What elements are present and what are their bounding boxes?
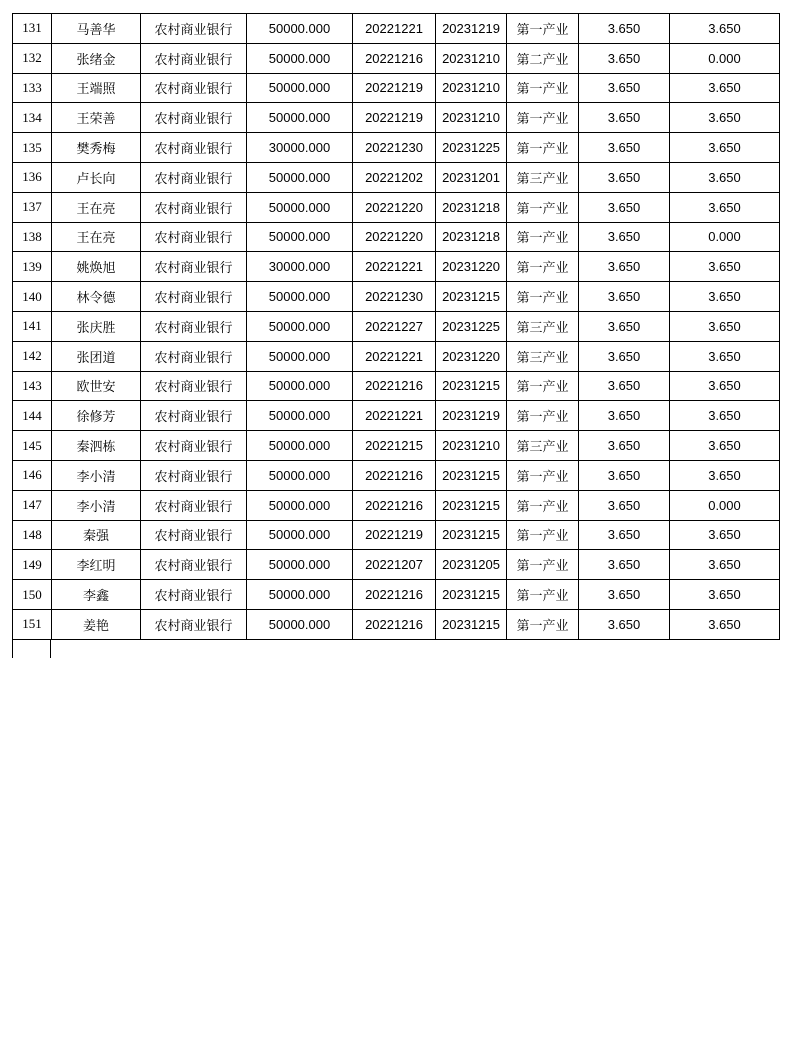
table-row (13, 282, 780, 312)
rate-cell: 3.650 (579, 460, 670, 490)
row-index-cell: 142 (13, 341, 52, 371)
table-row (13, 14, 780, 44)
bank-name-cell: 农村商业银行 (141, 282, 247, 312)
end-date-cell: 20231215 (436, 490, 507, 520)
table-row (13, 460, 780, 490)
bank-name-cell: 农村商业银行 (141, 252, 247, 282)
loan-amount-cell: 50000.000 (247, 490, 353, 520)
end-date-cell: 20231215 (436, 371, 507, 401)
rate-cell: 3.650 (579, 341, 670, 371)
loan-table-container (12, 13, 780, 640)
end-date-cell: 20231215 (436, 282, 507, 312)
table-row (13, 520, 780, 550)
industry-cell: 第一产业 (507, 401, 579, 431)
row-index-cell: 149 (13, 550, 52, 580)
start-date-cell: 20221219 (353, 520, 436, 550)
table-row (13, 222, 780, 252)
table-row (13, 371, 780, 401)
subsidy-rate-cell: 0.000 (670, 43, 780, 73)
end-date-cell: 20231210 (436, 103, 507, 133)
end-date-cell: 20231218 (436, 222, 507, 252)
loan-amount-cell: 50000.000 (247, 162, 353, 192)
rate-cell: 3.650 (579, 520, 670, 550)
table-row (13, 580, 780, 610)
subsidy-rate-cell: 3.650 (670, 133, 780, 163)
loan-amount-cell: 50000.000 (247, 550, 353, 580)
start-date-cell: 20221221 (353, 252, 436, 282)
industry-cell: 第三产业 (507, 311, 579, 341)
subsidy-rate-cell: 3.650 (670, 431, 780, 461)
industry-cell: 第一产业 (507, 580, 579, 610)
row-index-cell: 134 (13, 103, 52, 133)
borrower-name-cell: 王端照 (52, 73, 141, 103)
table-row (13, 103, 780, 133)
borrower-name-cell: 姚焕旭 (52, 252, 141, 282)
end-date-cell: 20231215 (436, 520, 507, 550)
row-index-cell: 151 (13, 609, 52, 639)
rate-cell: 3.650 (579, 580, 670, 610)
table-row (13, 311, 780, 341)
borrower-name-cell: 张庆胜 (52, 311, 141, 341)
industry-cell: 第一产业 (507, 73, 579, 103)
start-date-cell: 20221216 (353, 460, 436, 490)
rate-cell: 3.650 (579, 133, 670, 163)
borrower-name-cell: 秦强 (52, 520, 141, 550)
start-date-cell: 20221220 (353, 192, 436, 222)
loan-amount-cell: 50000.000 (247, 103, 353, 133)
rate-cell: 3.650 (579, 371, 670, 401)
bank-name-cell: 农村商业银行 (141, 341, 247, 371)
borrower-name-cell: 林令德 (52, 282, 141, 312)
start-date-cell: 20221227 (353, 311, 436, 341)
bank-name-cell: 农村商业银行 (141, 222, 247, 252)
subsidy-rate-cell: 0.000 (670, 222, 780, 252)
bank-name-cell: 农村商业银行 (141, 371, 247, 401)
bank-name-cell: 农村商业银行 (141, 460, 247, 490)
end-date-cell: 20231210 (436, 73, 507, 103)
loan-amount-cell: 50000.000 (247, 14, 353, 44)
industry-cell: 第一产业 (507, 133, 579, 163)
row-index-cell: 143 (13, 371, 52, 401)
end-date-cell: 20231201 (436, 162, 507, 192)
loan-amount-cell: 50000.000 (247, 609, 353, 639)
end-date-cell: 20231220 (436, 252, 507, 282)
bank-name-cell: 农村商业银行 (141, 490, 247, 520)
start-date-cell: 20221230 (353, 282, 436, 312)
rate-cell: 3.650 (579, 162, 670, 192)
subsidy-rate-cell: 3.650 (670, 371, 780, 401)
industry-cell: 第一产业 (507, 252, 579, 282)
end-date-cell: 20231219 (436, 14, 507, 44)
loan-amount-cell: 50000.000 (247, 431, 353, 461)
subsidy-rate-cell: 3.650 (670, 282, 780, 312)
borrower-name-cell: 樊秀梅 (52, 133, 141, 163)
borrower-name-cell: 李红明 (52, 550, 141, 580)
end-date-cell: 20231225 (436, 311, 507, 341)
start-date-cell: 20221215 (353, 431, 436, 461)
borrower-name-cell: 李鑫 (52, 580, 141, 610)
loan-amount-cell: 50000.000 (247, 222, 353, 252)
bank-name-cell: 农村商业银行 (141, 609, 247, 639)
table-row (13, 490, 780, 520)
loan-amount-cell: 50000.000 (247, 460, 353, 490)
end-date-cell: 20231215 (436, 609, 507, 639)
borrower-name-cell: 李小清 (52, 490, 141, 520)
borrower-name-cell: 李小清 (52, 460, 141, 490)
start-date-cell: 20221221 (353, 401, 436, 431)
loan-amount-cell: 50000.000 (247, 43, 353, 73)
bank-name-cell: 农村商业银行 (141, 133, 247, 163)
bank-name-cell: 农村商业银行 (141, 73, 247, 103)
subsidy-rate-cell: 3.650 (670, 252, 780, 282)
row-index-cell: 133 (13, 73, 52, 103)
borrower-name-cell: 王在亮 (52, 222, 141, 252)
rate-cell: 3.650 (579, 192, 670, 222)
borrower-name-cell: 马善华 (52, 14, 141, 44)
rate-cell: 3.650 (579, 73, 670, 103)
industry-cell: 第一产业 (507, 460, 579, 490)
subsidy-rate-cell: 3.650 (670, 73, 780, 103)
industry-cell: 第三产业 (507, 162, 579, 192)
loan-amount-cell: 50000.000 (247, 311, 353, 341)
loan-amount-cell: 50000.000 (247, 580, 353, 610)
rate-cell: 3.650 (579, 311, 670, 341)
row-index-cell: 135 (13, 133, 52, 163)
loan-amount-cell: 30000.000 (247, 133, 353, 163)
row-index-cell: 139 (13, 252, 52, 282)
rate-cell: 3.650 (579, 401, 670, 431)
subsidy-rate-cell: 3.650 (670, 14, 780, 44)
start-date-cell: 20221216 (353, 609, 436, 639)
table-body (13, 14, 780, 640)
rate-cell: 3.650 (579, 490, 670, 520)
row-index-cell: 145 (13, 431, 52, 461)
loan-table (12, 13, 780, 640)
industry-cell: 第一产业 (507, 14, 579, 44)
rate-cell: 3.650 (579, 282, 670, 312)
industry-cell: 第二产业 (507, 43, 579, 73)
bank-name-cell: 农村商业银行 (141, 192, 247, 222)
subsidy-rate-cell: 3.650 (670, 341, 780, 371)
industry-cell: 第三产业 (507, 341, 579, 371)
end-date-cell: 20231205 (436, 550, 507, 580)
bank-name-cell: 农村商业银行 (141, 162, 247, 192)
loan-amount-cell: 50000.000 (247, 73, 353, 103)
loan-amount-cell: 50000.000 (247, 520, 353, 550)
industry-cell: 第一产业 (507, 609, 579, 639)
rate-cell: 3.650 (579, 431, 670, 461)
start-date-cell: 20221207 (353, 550, 436, 580)
borrower-name-cell: 姜艳 (52, 609, 141, 639)
subsidy-rate-cell: 3.650 (670, 311, 780, 341)
bank-name-cell: 农村商业银行 (141, 431, 247, 461)
bank-name-cell: 农村商业银行 (141, 43, 247, 73)
end-date-cell: 20231219 (436, 401, 507, 431)
row-index-cell: 144 (13, 401, 52, 431)
table-row (13, 43, 780, 73)
start-date-cell: 20221221 (353, 341, 436, 371)
start-date-cell: 20221216 (353, 43, 436, 73)
rate-cell: 3.650 (579, 222, 670, 252)
end-date-cell: 20231210 (436, 431, 507, 461)
industry-cell: 第一产业 (507, 192, 579, 222)
subsidy-rate-cell: 3.650 (670, 103, 780, 133)
rate-cell: 3.650 (579, 252, 670, 282)
table-row (13, 550, 780, 580)
borrower-name-cell: 卢长向 (52, 162, 141, 192)
bank-name-cell: 农村商业银行 (141, 580, 247, 610)
row-index-cell: 131 (13, 14, 52, 44)
row-index-cell: 140 (13, 282, 52, 312)
subsidy-rate-cell: 3.650 (670, 460, 780, 490)
table-row (13, 609, 780, 639)
end-date-cell: 20231215 (436, 460, 507, 490)
borrower-name-cell: 张团道 (52, 341, 141, 371)
subsidy-rate-cell: 3.650 (670, 192, 780, 222)
loan-amount-cell: 30000.000 (247, 252, 353, 282)
table-trailing-edge (12, 640, 51, 658)
row-index-cell: 137 (13, 192, 52, 222)
industry-cell: 第一产业 (507, 222, 579, 252)
start-date-cell: 20221219 (353, 103, 436, 133)
start-date-cell: 20221221 (353, 14, 436, 44)
industry-cell: 第一产业 (507, 490, 579, 520)
start-date-cell: 20221220 (353, 222, 436, 252)
start-date-cell: 20221219 (353, 73, 436, 103)
row-index-cell: 150 (13, 580, 52, 610)
table-row (13, 162, 780, 192)
rate-cell: 3.650 (579, 103, 670, 133)
bank-name-cell: 农村商业银行 (141, 14, 247, 44)
row-index-cell: 147 (13, 490, 52, 520)
industry-cell: 第一产业 (507, 371, 579, 401)
bank-name-cell: 农村商业银行 (141, 550, 247, 580)
rate-cell: 3.650 (579, 550, 670, 580)
end-date-cell: 20231218 (436, 192, 507, 222)
bank-name-cell: 农村商业银行 (141, 401, 247, 431)
subsidy-rate-cell: 3.650 (670, 520, 780, 550)
loan-amount-cell: 50000.000 (247, 371, 353, 401)
start-date-cell: 20221202 (353, 162, 436, 192)
row-index-cell: 141 (13, 311, 52, 341)
table-row (13, 252, 780, 282)
subsidy-rate-cell: 3.650 (670, 401, 780, 431)
rate-cell: 3.650 (579, 14, 670, 44)
end-date-cell: 20231215 (436, 580, 507, 610)
borrower-name-cell: 王在亮 (52, 192, 141, 222)
bank-name-cell: 农村商业银行 (141, 520, 247, 550)
borrower-name-cell: 张绪金 (52, 43, 141, 73)
table-row (13, 73, 780, 103)
rate-cell: 3.650 (579, 43, 670, 73)
industry-cell: 第一产业 (507, 103, 579, 133)
subsidy-rate-cell: 3.650 (670, 580, 780, 610)
bank-name-cell: 农村商业银行 (141, 103, 247, 133)
table-row (13, 401, 780, 431)
row-index-cell: 132 (13, 43, 52, 73)
bank-name-cell: 农村商业银行 (141, 311, 247, 341)
start-date-cell: 20221216 (353, 371, 436, 401)
loan-amount-cell: 50000.000 (247, 341, 353, 371)
rate-cell: 3.650 (579, 609, 670, 639)
subsidy-rate-cell: 3.650 (670, 162, 780, 192)
loan-amount-cell: 50000.000 (247, 282, 353, 312)
borrower-name-cell: 王荣善 (52, 103, 141, 133)
industry-cell: 第一产业 (507, 550, 579, 580)
end-date-cell: 20231220 (436, 341, 507, 371)
borrower-name-cell: 秦泗栋 (52, 431, 141, 461)
industry-cell: 第一产业 (507, 282, 579, 312)
borrower-name-cell: 徐修芳 (52, 401, 141, 431)
subsidy-rate-cell: 3.650 (670, 609, 780, 639)
end-date-cell: 20231225 (436, 133, 507, 163)
row-index-cell: 146 (13, 460, 52, 490)
end-date-cell: 20231210 (436, 43, 507, 73)
table-row (13, 341, 780, 371)
table-row (13, 192, 780, 222)
borrower-name-cell: 欧世安 (52, 371, 141, 401)
loan-amount-cell: 50000.000 (247, 192, 353, 222)
table-row (13, 431, 780, 461)
row-index-cell: 136 (13, 162, 52, 192)
industry-cell: 第三产业 (507, 431, 579, 461)
industry-cell: 第一产业 (507, 520, 579, 550)
table-row (13, 133, 780, 163)
subsidy-rate-cell: 3.650 (670, 550, 780, 580)
start-date-cell: 20221216 (353, 490, 436, 520)
start-date-cell: 20221216 (353, 580, 436, 610)
subsidy-rate-cell: 0.000 (670, 490, 780, 520)
row-index-cell: 138 (13, 222, 52, 252)
loan-amount-cell: 50000.000 (247, 401, 353, 431)
start-date-cell: 20221230 (353, 133, 436, 163)
row-index-cell: 148 (13, 520, 52, 550)
